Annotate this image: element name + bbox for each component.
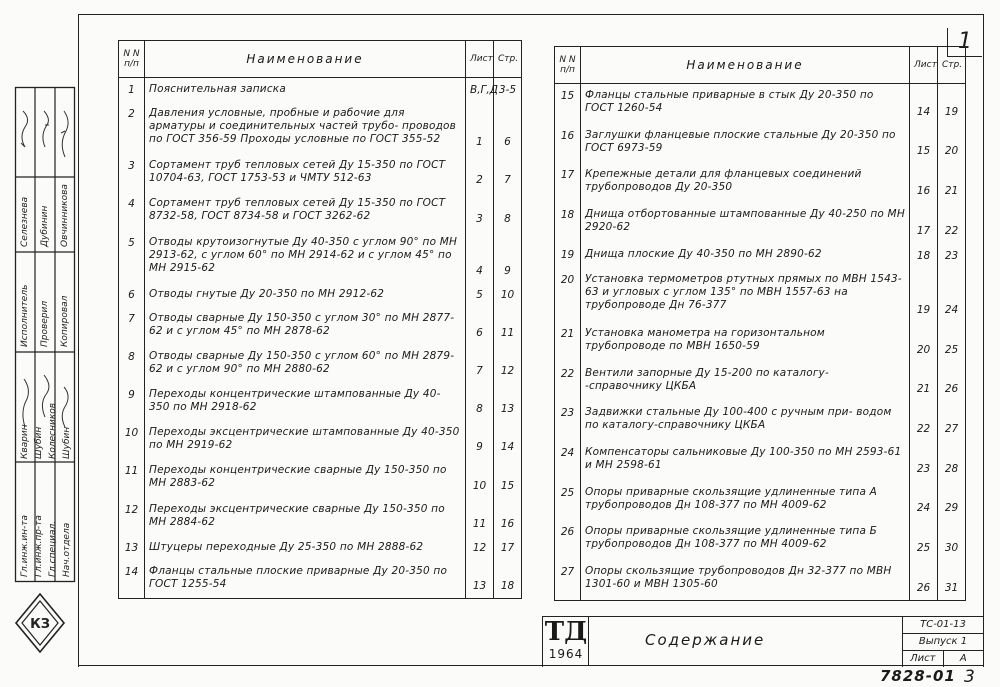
header-num: N N п/п — [555, 47, 581, 84]
row-number: 9 — [119, 383, 145, 421]
table-row — [555, 362, 966, 402]
row-number: 22 — [555, 362, 581, 402]
row-sheet: 20 — [910, 322, 938, 362]
row-page: 20 — [938, 124, 966, 164]
row-page: 26 — [938, 362, 966, 402]
row-name: Сортамент труб тепловых сетей Ду 15-350 по ГОСТ 8732-58, ГОСТ 8734-58 и ГОСТ 3262-62 — [145, 192, 466, 230]
approval-name: Дубинин — [40, 205, 50, 247]
row-name: Отводы гнутые Ду 20-350 по МН 2912-62 — [145, 283, 466, 307]
row-number: 27 — [555, 560, 581, 600]
doc-number: 7828-01 — [880, 667, 956, 685]
approval-name: Колесников — [48, 402, 58, 459]
header-num: N N п/п — [119, 41, 145, 78]
contents-table-left — [118, 40, 522, 599]
table-row — [119, 283, 522, 307]
row-name: Переходы эксцентрические сварные Ду 150-350 по МН 2884-62 — [145, 498, 466, 536]
sheet-number: 1 — [947, 28, 982, 57]
row-sheet: 3 — [466, 192, 494, 230]
row-number: 21 — [555, 322, 581, 362]
row-number: 6 — [119, 283, 145, 307]
row-sheet: 6 — [466, 307, 494, 345]
row-name: Днища отбортованные штампованные Ду 40-250 по МН 2920-62 — [581, 203, 910, 243]
td-logo-text: ТД — [544, 617, 588, 647]
row-name: Установка термометров ртутных прямых по МВН 1543-63 и угловых с углом 135° по МВН 1557-63 на трубопроводе Дн 76-377 — [581, 268, 910, 322]
row-sheet: 17 — [910, 203, 938, 243]
row-page: 25 — [938, 322, 966, 362]
row-name: Опоры приварные скользящие удлиненные типа А трубопроводов Дн 108-377 по МН 4009-62 — [581, 481, 910, 521]
approval-role: Исполнитель — [20, 284, 30, 347]
approval-name: Шубин — [34, 426, 44, 459]
row-name: Переходы эксцентрические штампованные Ду 40-350 по МН 2919-62 — [145, 421, 466, 459]
kz-stamp-logo — [14, 592, 66, 654]
row-name: Давления условные, пробные и рабочие для арматуры и соединительных частей трубо- проводов по ГОСТ 356-59 Проходы условные по ГОСТ 355-52 — [145, 102, 466, 154]
table-row — [119, 78, 522, 103]
row-number: 24 — [555, 441, 581, 481]
issue-label: Выпуск 1 — [903, 634, 983, 651]
row-page: 28 — [938, 441, 966, 481]
series-code: ТС-01-13 — [903, 617, 983, 634]
row-page: 9 — [494, 231, 522, 283]
row-number: 3 — [119, 154, 145, 192]
row-sheet: 9 — [466, 421, 494, 459]
table-row — [555, 268, 966, 322]
row-page: 10 — [494, 283, 522, 307]
row-name: Крепежные детали для фланцевых соединений трубопроводов Ду 20-350 — [581, 163, 910, 203]
row-name: Фланцы стальные плоские приварные Ду 20-350 по ГОСТ 1255-54 — [145, 560, 466, 599]
table-row — [555, 124, 966, 164]
row-name: Пояснительная записка — [145, 78, 466, 103]
table-row — [555, 163, 966, 203]
row-sheet: 2 — [466, 154, 494, 192]
sheet-label: Лист — [910, 653, 936, 664]
row-number: 1 — [119, 78, 145, 103]
approval-role: Гл.инж.ин-та — [20, 514, 30, 577]
kz-stamp-icon — [14, 592, 66, 654]
approval-name: Кварин — [20, 424, 30, 459]
row-sheet: 13 — [466, 560, 494, 599]
row-sheet: 8 — [466, 383, 494, 421]
row-sheet: 25 — [910, 520, 938, 560]
document-title: Содержание — [588, 616, 902, 666]
row-sheet: 24 — [910, 481, 938, 521]
row-number: 13 — [119, 536, 145, 560]
row-name: Опоры приварные скользящие удлиненные типа Б трубопроводов Дн 108-377 по МН 4009-62 — [581, 520, 910, 560]
approval-role: Проверил — [40, 300, 50, 347]
row-page: 31 — [938, 560, 966, 600]
row-number: 23 — [555, 401, 581, 441]
table-row — [119, 307, 522, 345]
row-name: Задвижки стальные Ду 100-400 с ручным при- водом по каталогу-справочнику ЦКБА — [581, 401, 910, 441]
table-row — [555, 243, 966, 268]
header-sheet: Лист — [466, 41, 494, 78]
row-name: Опоры скользящие трубопроводов Дн 32-377 по МВН 1301-60 и МВН 1305-60 — [581, 560, 910, 600]
row-number: 19 — [555, 243, 581, 268]
row-name: Сортамент труб тепловых сетей Ду 15-350 по ГОСТ 10704-63, ГОСТ 1753-53 и ЧМТУ 512-63 — [145, 154, 466, 192]
row-page: 23 — [938, 243, 966, 268]
row-name: Отводы сварные Ду 150-350 с углом 60° по МН 2879-62 и с углом 90° по МН 2880-62 — [145, 345, 466, 383]
row-sheet: 14 — [910, 84, 938, 124]
row-sheet: 4 — [466, 231, 494, 283]
row-sheet: 5 — [466, 283, 494, 307]
header-sheet: Лист — [910, 47, 938, 84]
table-row — [555, 203, 966, 243]
row-sheet: В,Г,Д — [466, 78, 494, 103]
row-name: Штуцеры переходные Ду 25-350 по МН 2888-62 — [145, 536, 466, 560]
row-page: 16 — [494, 498, 522, 536]
row-page: 6 — [494, 102, 522, 154]
row-name: Переходы концентрические сварные Ду 150-350 по МН 2883-62 — [145, 459, 466, 497]
row-name: Вентили запорные Ду 15-200 по каталогу- -справочнику ЦКБА — [581, 362, 910, 402]
title-block — [542, 616, 982, 666]
header-page: Стр. — [494, 41, 522, 78]
row-number: 12 — [119, 498, 145, 536]
approval-role: Гл.инж.пр-та — [34, 515, 44, 577]
row-number: 14 — [119, 560, 145, 599]
row-sheet: 1 — [466, 102, 494, 154]
row-name: Отводы сварные Ду 150-350 с углом 30° по МН 2877-62 и с углом 45° по МН 2878-62 — [145, 307, 466, 345]
row-page: 30 — [938, 520, 966, 560]
header-name: Наименование — [581, 47, 910, 84]
row-sheet: 11 — [466, 498, 494, 536]
row-name: Переходы концентрические штампованные Ду 40-350 по МН 2918-62 — [145, 383, 466, 421]
row-name: Установка манометра на горизонтальном трубопроводе по МВН 1650-59 — [581, 322, 910, 362]
row-name: Заглушки фланцевые плоские стальные Ду 20-350 по ГОСТ 6973-59 — [581, 124, 910, 164]
table-row — [555, 520, 966, 560]
row-page: 21 — [938, 163, 966, 203]
row-page: 12 — [494, 345, 522, 383]
row-sheet: 7 — [466, 345, 494, 383]
table-row — [119, 192, 522, 230]
row-page: 22 — [938, 203, 966, 243]
row-number: 16 — [555, 124, 581, 164]
sheet-value: А — [943, 651, 984, 667]
row-page: 15 — [494, 459, 522, 497]
row-sheet: 21 — [910, 362, 938, 402]
row-page: 14 — [494, 421, 522, 459]
approval-role: Гл.специал. — [48, 520, 58, 577]
table-row — [119, 154, 522, 192]
row-page: 8 — [494, 192, 522, 230]
row-name: Фланцы стальные приварные в стык Ду 20-350 по ГОСТ 1260-54 — [581, 84, 910, 124]
row-number: 20 — [555, 268, 581, 322]
table-row — [555, 84, 966, 124]
row-name: Компенсаторы сальниковые Ду 100-350 по МН 2593-61 и МН 2598-61 — [581, 441, 910, 481]
row-page: 11 — [494, 307, 522, 345]
row-number: 25 — [555, 481, 581, 521]
row-page: 24 — [938, 268, 966, 322]
table-row — [119, 498, 522, 536]
row-name: Отводы крутоизогнутые Ду 40-350 с углом 90° по МН 2913-62, с углом 60° по МН 2914-62 и с углом 45° по МН 2915-62 — [145, 231, 466, 283]
row-sheet: 22 — [910, 401, 938, 441]
row-page: 27 — [938, 401, 966, 441]
approvals-column — [15, 87, 75, 582]
row-page: 29 — [938, 481, 966, 521]
row-sheet: 18 — [910, 243, 938, 268]
td-logo — [542, 616, 589, 667]
row-number: 5 — [119, 231, 145, 283]
page-number: 3 — [964, 667, 975, 687]
approval-name: Овчинникова — [60, 184, 70, 247]
table-row — [119, 231, 522, 283]
table-row — [119, 560, 522, 599]
row-number: 26 — [555, 520, 581, 560]
contents-table-right — [554, 46, 966, 601]
header-name: Наименование — [145, 41, 466, 78]
table-row — [555, 441, 966, 481]
approval-role: Копировал — [60, 295, 70, 347]
table-row — [119, 345, 522, 383]
row-number: 11 — [119, 459, 145, 497]
row-name: Днища плоские Ду 40-350 по МН 2890-62 — [581, 243, 910, 268]
approval-role: Нач.отдела — [62, 522, 72, 577]
table-row — [119, 459, 522, 497]
approvals-grid — [15, 87, 75, 582]
table-row — [555, 481, 966, 521]
table-row — [555, 401, 966, 441]
row-number: 10 — [119, 421, 145, 459]
td-logo-year: 1964 — [548, 647, 584, 661]
row-number: 17 — [555, 163, 581, 203]
row-number: 7 — [119, 307, 145, 345]
table-row — [119, 383, 522, 421]
row-number: 8 — [119, 345, 145, 383]
table-row — [119, 421, 522, 459]
row-number: 2 — [119, 102, 145, 154]
row-page: 17 — [494, 536, 522, 560]
table-row — [119, 102, 522, 154]
approval-name: Шубин — [62, 426, 72, 459]
approval-name: Селезнева — [20, 196, 30, 247]
table-row — [119, 536, 522, 560]
row-sheet: 16 — [910, 163, 938, 203]
row-page: 19 — [938, 84, 966, 124]
table-row — [555, 322, 966, 362]
svg-text:КЗ: КЗ — [30, 617, 50, 632]
row-sheet: 19 — [910, 268, 938, 322]
row-page: 18 — [494, 560, 522, 599]
row-sheet: 10 — [466, 459, 494, 497]
row-sheet: 26 — [910, 560, 938, 600]
row-number: 4 — [119, 192, 145, 230]
row-number: 15 — [555, 84, 581, 124]
code-cell — [902, 616, 983, 667]
table-row — [555, 560, 966, 600]
row-sheet: 23 — [910, 441, 938, 481]
row-page: 13 — [494, 383, 522, 421]
sheet-cell — [903, 651, 983, 667]
header-page: Стр. — [938, 47, 966, 84]
row-page: 7 — [494, 154, 522, 192]
row-sheet: 12 — [466, 536, 494, 560]
row-number: 18 — [555, 203, 581, 243]
row-page: 3-5 — [494, 78, 522, 103]
row-sheet: 15 — [910, 124, 938, 164]
